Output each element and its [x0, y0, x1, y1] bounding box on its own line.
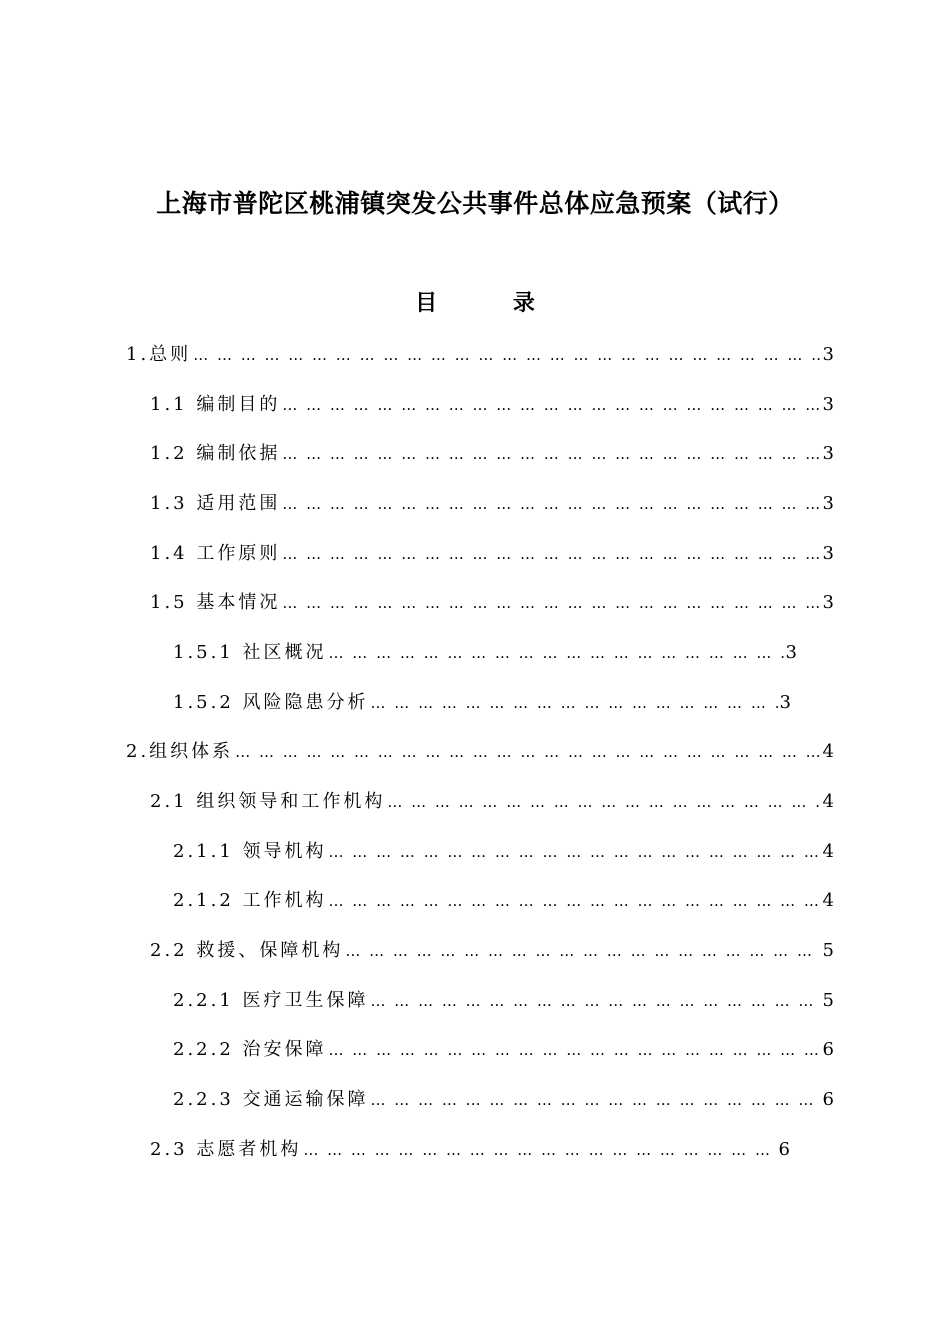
- toc-entry-page: 6: [778, 1139, 790, 1160]
- toc-entry[interactable]: [150, 388, 834, 422]
- toc-dot-leader: [282, 388, 820, 422]
- toc-entry-label: 1.5 基本情况: [150, 592, 281, 613]
- toc-entry-label: 2.3 志愿者机构: [150, 1139, 302, 1160]
- toc-dot-leader: [282, 437, 820, 471]
- toc-entry-page: 4: [822, 841, 834, 862]
- toc-entry-label: 1.1 编制目的: [150, 394, 281, 415]
- toc-entry-page: 3: [822, 394, 834, 415]
- toc-entry-page: 3: [822, 443, 834, 464]
- toc-entry-label: 2.1.2 工作机构: [173, 890, 327, 911]
- toc-entry-page: 3: [785, 642, 797, 663]
- toc-entry-label: 2.1 组织领导和工作机构: [150, 791, 386, 812]
- toc-heading: 目 录: [415, 291, 569, 316]
- toc-entry-page: 3: [822, 543, 834, 564]
- toc-entry-label: 2.2.3 交通运输保障: [173, 1089, 369, 1110]
- toc-entry-label: 2.1.1 领导机构: [173, 841, 327, 862]
- toc-entry[interactable]: [150, 1133, 790, 1167]
- toc-dot-leader: [345, 934, 820, 968]
- toc-entry-page: 3: [822, 344, 834, 365]
- toc-entry[interactable]: [173, 835, 834, 869]
- toc-dot-leader: [282, 537, 820, 571]
- toc-dot-leader: [329, 835, 821, 869]
- toc-entry-label: 2.2.2 治安保障: [173, 1039, 327, 1060]
- toc-entry[interactable]: [150, 537, 834, 571]
- toc-entry[interactable]: [173, 686, 791, 720]
- toc-entry-page: 3: [779, 692, 791, 713]
- toc-entry-label: 2.2.1 医疗卫生保障: [173, 990, 369, 1011]
- toc-entry-label: 1.3 适用范围: [150, 493, 281, 514]
- toc-entry[interactable]: [173, 984, 834, 1018]
- toc-entry[interactable]: [150, 934, 834, 968]
- toc-entry[interactable]: [150, 785, 834, 819]
- toc-entry-page: 6: [822, 1039, 834, 1060]
- toc-dot-leader: [371, 1083, 821, 1117]
- toc-dot-leader: [329, 1033, 821, 1067]
- toc-entry-page: 5: [822, 940, 834, 961]
- toc-entry-page: 3: [822, 592, 834, 613]
- toc-dot-leader: [329, 884, 821, 918]
- toc-entry[interactable]: [173, 1083, 834, 1117]
- toc-entry[interactable]: [150, 586, 834, 620]
- toc-entry-label: 1.2 编制依据: [150, 443, 281, 464]
- toc-entry-label: 1.总则: [126, 344, 192, 365]
- toc-dot-leader: [235, 735, 820, 769]
- toc-entry[interactable]: [173, 636, 797, 670]
- toc-dot-leader: [329, 636, 784, 670]
- toc-dot-leader: [282, 487, 820, 521]
- toc-entry[interactable]: [173, 1033, 834, 1067]
- toc-entry-label: 1.4 工作原则: [150, 543, 281, 564]
- toc-entry-label: 2.组织体系: [126, 741, 234, 762]
- toc-entry-page: 4: [822, 791, 834, 812]
- toc-entry[interactable]: [150, 437, 834, 471]
- toc-entry-label: 1.5.1 社区概况: [173, 642, 327, 663]
- toc-dot-leader: [371, 686, 778, 720]
- toc-entry-page: 4: [822, 890, 834, 911]
- toc-dot-leader: [371, 984, 821, 1018]
- toc-entry[interactable]: [150, 487, 834, 521]
- toc-entry[interactable]: [126, 735, 834, 769]
- toc-entry-page: 3: [822, 493, 834, 514]
- toc-dot-leader: [303, 1133, 776, 1167]
- toc-dot-leader: [387, 785, 820, 819]
- toc-entry[interactable]: [126, 338, 834, 372]
- toc-dot-leader: [193, 338, 820, 372]
- toc-entry-page: 4: [822, 741, 834, 762]
- toc-entry-page: 5: [822, 990, 834, 1011]
- toc-dot-leader: [282, 586, 820, 620]
- toc-entry-label: 2.2 救援、保障机构: [150, 940, 344, 961]
- document-title: 上海市普陀区桃浦镇突发公共事件总体应急预案（试行）: [156, 189, 794, 218]
- toc-entry[interactable]: [173, 884, 834, 918]
- toc-entry-label: 1.5.2 风险隐患分析: [173, 692, 369, 713]
- toc-entry-page: 6: [822, 1089, 834, 1110]
